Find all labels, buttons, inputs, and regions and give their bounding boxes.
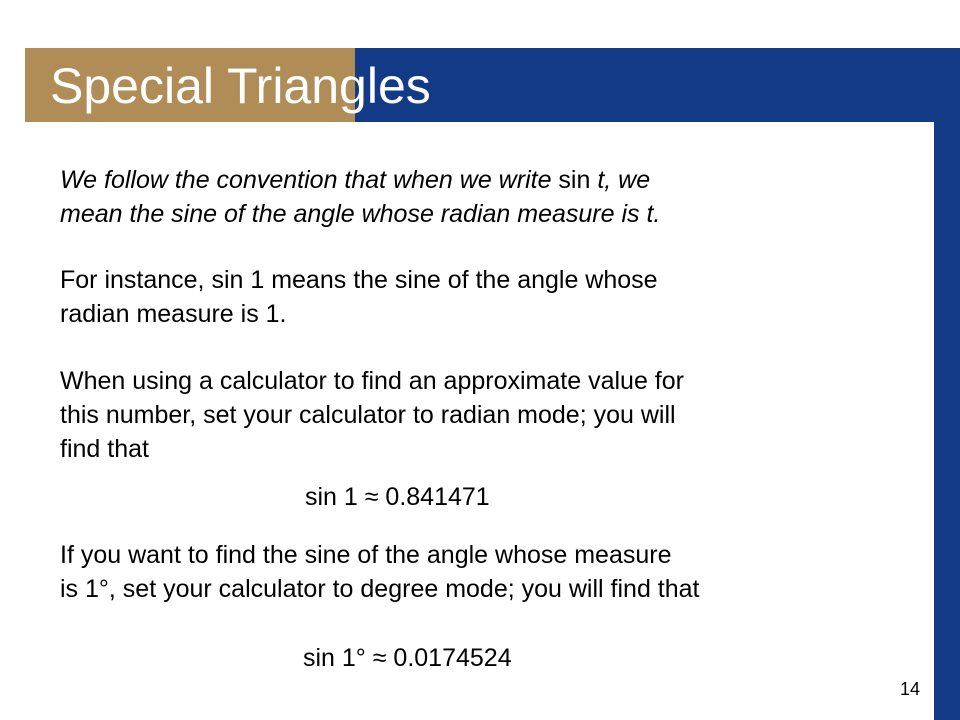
paragraph-convention bbox=[60, 163, 920, 231]
paragraph-line: For instance, sin 1 means the sine of the angle whose bbox=[60, 266, 658, 294]
paragraph-line: radian measure is 1. bbox=[60, 300, 287, 328]
equation-degree: sin 1° ≈ 0.0174524 bbox=[303, 644, 512, 672]
paragraph-degree bbox=[60, 538, 920, 606]
equation-radian: sin 1 ≈ 0.841471 bbox=[305, 483, 490, 511]
paragraph-line: is 1°, set your calculator to degree mode; you will find that bbox=[60, 575, 700, 603]
paragraph-line: this number, set your calculator to radian mode; you will bbox=[60, 401, 676, 429]
slide-title: Special Triangles bbox=[50, 58, 431, 114]
page-number: 14 bbox=[900, 679, 921, 699]
side-accent-bar bbox=[934, 122, 960, 720]
paragraph-line: When using a calculator to find an approximate value for bbox=[60, 367, 684, 395]
paragraph-instance bbox=[60, 263, 920, 331]
title-bar-blue bbox=[355, 48, 960, 122]
text-segment: We follow the convention that when we write bbox=[60, 166, 559, 194]
paragraph-line bbox=[60, 197, 920, 231]
paragraph-line: find that bbox=[60, 435, 149, 463]
text-segment: mean the sine of the angle whose radian measure is t. bbox=[60, 200, 661, 228]
text-segment: sin bbox=[558, 166, 591, 194]
paragraph-line: If you want to find the sine of the angle whose measure bbox=[60, 541, 672, 569]
paragraph-line bbox=[60, 163, 920, 197]
paragraph-calculator bbox=[60, 364, 920, 466]
text-segment: t, we bbox=[590, 166, 651, 194]
